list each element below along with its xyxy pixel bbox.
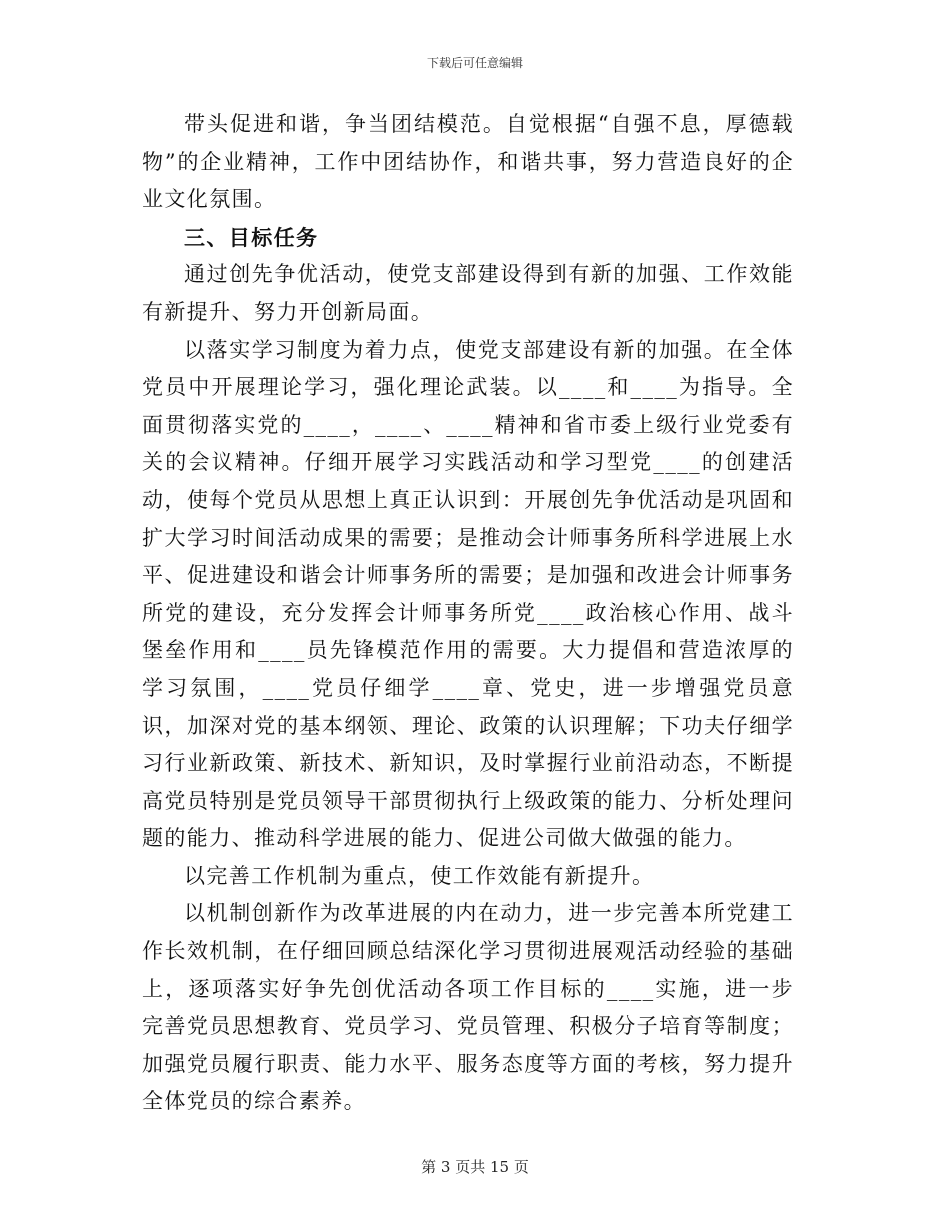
paragraph-work-mechanism: 以完善工作机制为重点，使工作效能有新提升。	[184, 863, 655, 888]
paragraph-harmony: 带头促进和谐，争当团结模范。自觉根据“自强不息，厚德载物”的企业精神，工作中团结协作，和谐共事，努力营造良好的企业文化氛围。	[142, 112, 794, 212]
paragraph-study-system: 以落实学习制度为着力点，使党支部建设有新的加强。在全体党员中开展理论学习，强化理论武装。以____和____为指导。全面贯彻落实党的____，____、____精神和省市委上级行业党委有关的会议精神。仔细开展学习实践活动和学习型党____的创建活动，使每个党员从思想上真正认识到：开展创先争优活动是巩固和扩大学习时间活动成果的需要；是推动会计师事务所科学进展上水平、促进建设和谐会计师事务所的需要；是加强和改进会计师事务所党的建设，充分发挥会计师事务所党____政治核心作用、战斗堡垒作用和____员先锋模范作用的需要。大力提倡和营造浓厚的学习氛围，____党员仔细学____章、党史，进一步增强党员意识，加深对党的基本纲领、理论、政策的认识理解；下功夫仔细学习行业新政策、新技术、新知识，及时掌握行业前沿动态，不断提高党员特别是党员领导干部贯彻执行上级政策的能力、分析处理问题的能力、推动科学进展的能力、促进公司做大做强的能力。	[142, 337, 794, 851]
paragraph-mechanism-innovation: 以机制创新作为改革进展的内在动力，进一步完善本所党建工作长效机制，在仔细回顾总结深化学习贯彻进展观活动经验的基础上，逐项落实好争先创优活动各项工作目标的____实施，进一步完善党员思想教育、党员学习、党员管理、积极分子培育等制度；加强党员履行职责、能力水平、服务态度等方面的考核，努力提升全体党员的综合素养。	[142, 901, 794, 1114]
document-body	[142, 106, 794, 1121]
section-heading: 三、目标任务	[184, 224, 319, 250]
page-header: 下载后可任意编辑	[426, 56, 523, 70]
paragraph-goal: 通过创先争优活动，使党支部建设得到有新的加强、工作效能有新提升、努力开创新局面。	[142, 262, 794, 324]
page-footer: 第 3 页共 15 页	[421, 1158, 529, 1176]
